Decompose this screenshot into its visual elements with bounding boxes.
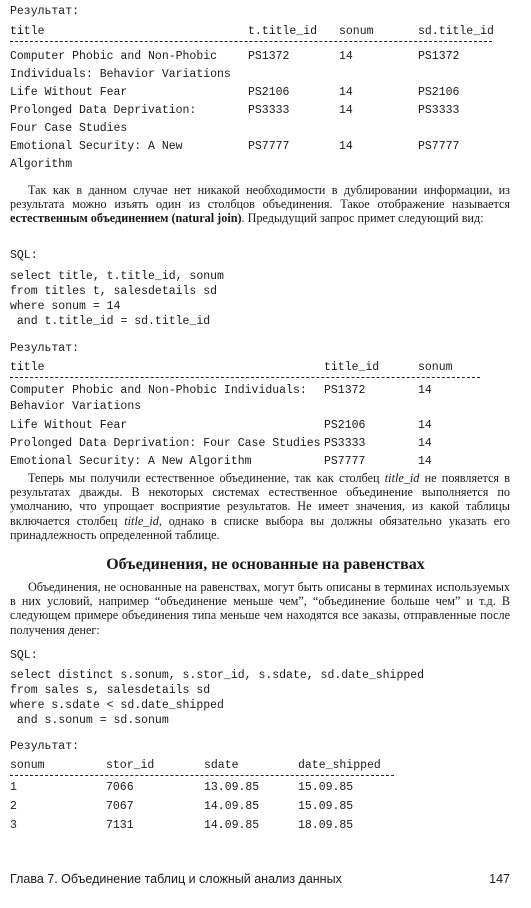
cell-sonum: 14: [339, 104, 353, 117]
table-row: [10, 103, 510, 139]
cell-sd-title-id: PS3333: [418, 104, 460, 117]
cell-title-cont: Four Case Studies: [10, 122, 128, 135]
result-table-2: [10, 360, 510, 472]
cell-title: Life Without Fear: [10, 419, 128, 432]
cell-sdate: 13.09.85: [204, 781, 260, 794]
column-header-sonum: sonum: [339, 25, 374, 38]
cell-sonum: 14: [339, 86, 353, 99]
cell-sdate: 14.09.85: [204, 819, 260, 832]
cell-date-shipped: 15.09.85: [298, 781, 354, 794]
table-row: [10, 85, 510, 103]
result-label-2: Результат:: [10, 342, 80, 355]
result-label-3: Результат:: [10, 740, 80, 753]
chapter-title: Глава 7. Объединение таблиц и сложный анализ данных: [10, 872, 342, 886]
para2-column-name: title_id: [124, 513, 159, 528]
cell-sd-title-id: PS7777: [418, 140, 460, 153]
code-line: where sonum = 14: [10, 300, 121, 313]
cell-title: Computer Phobic and Non-Phobic: [10, 50, 218, 63]
cell-title-id: PS2106: [324, 419, 366, 432]
result-table-1: [10, 24, 510, 175]
table-header: [10, 758, 510, 773]
cell-title-id: PS3333: [324, 437, 366, 450]
cell-sonum: 14: [418, 455, 432, 468]
code-line: from titles t, salesdetails sd: [10, 285, 218, 298]
cell-title: Emotional Security: A New Algorithm: [10, 455, 252, 468]
cell-sonum: 2: [10, 800, 17, 813]
cell-title-id: PS1372: [324, 384, 366, 397]
code-line: from sales s, salesdetails sd: [10, 684, 211, 697]
code-line: where s.sdate < sd.date_shipped: [10, 699, 224, 712]
section-heading: Объединения, не основанные на равенствах: [106, 556, 425, 573]
cell-sdate: 14.09.85: [204, 800, 260, 813]
para1-term: естественным объединением (natural join): [10, 211, 242, 226]
header-divider: [10, 377, 480, 378]
paragraph-natural-join-result: [10, 471, 510, 542]
para2-text: , однако в списке выбора вы должны обязательно указать его принадлежность определенной таблице.: [10, 513, 510, 542]
cell-title: Computer Phobic and Non-Phobic Individuals:: [10, 384, 307, 397]
table-row: [10, 454, 510, 472]
cell-title-id: PS7777: [324, 455, 366, 468]
cell-title-id: PS3333: [248, 104, 290, 117]
cell-sonum: 14: [418, 437, 432, 450]
sql-label-1: SQL:: [10, 249, 38, 262]
page-footer: [10, 872, 510, 886]
table-row: [10, 799, 510, 818]
cell-stor-id: 7131: [106, 819, 134, 832]
paragraph-natural-join: [10, 183, 510, 226]
cell-sonum: 3: [10, 819, 17, 832]
table-header: [10, 24, 510, 39]
para1-text-before: Так как в данном случае нет никакой необходимости в дублировании информации, из результата можно изъять один из столбцов объединения. Такое отображение называется: [10, 183, 510, 212]
header-divider: [10, 775, 394, 776]
cell-title: Prolonged Data Deprivation: Four Case Studies: [10, 437, 321, 450]
column-header-sonum: sonum: [418, 361, 453, 374]
page-number: 147: [489, 872, 510, 886]
cell-stor-id: 7066: [106, 781, 134, 794]
para1-text-after: . Предыдущий запрос примет следующий вид:: [241, 211, 484, 226]
code-line: and t.title_id = sd.title_id: [10, 315, 211, 328]
cell-title: Prolonged Data Deprivation:: [10, 104, 197, 117]
cell-sonum: 14: [418, 384, 432, 397]
cell-title-id: PS7777: [248, 140, 290, 153]
cell-sd-title-id: PS1372: [418, 50, 460, 63]
result-label-1: Результат:: [10, 5, 80, 18]
table-row: [10, 383, 510, 418]
cell-title-cont: Behavior Variations: [10, 400, 142, 413]
header-divider: [10, 41, 492, 42]
cell-stor-id: 7067: [106, 800, 134, 813]
table-row: [10, 139, 510, 175]
sql-query-1: [10, 269, 224, 329]
table-row: [10, 418, 510, 436]
column-header-sonum: sonum: [10, 759, 45, 772]
cell-date-shipped: 15.09.85: [298, 800, 354, 813]
table-row: [10, 780, 510, 799]
cell-sonum: 1: [10, 781, 17, 794]
table-row: [10, 49, 510, 85]
table-row: [10, 818, 510, 837]
column-header-date-shipped: date_shipped: [298, 759, 381, 772]
para2-text: не появляется в результатах дважды. В некоторых системах естественное объединение выполняется по умолчанию, что упрощает восприятие результатов. Не имеет значения, из какой таблицы включается столбец: [10, 471, 511, 528]
cell-date-shipped: 18.09.85: [298, 819, 354, 832]
code-line: select title, t.title_id, sonum: [10, 270, 224, 283]
result-table-3: [10, 758, 510, 837]
para2-column-name: title_id: [384, 471, 420, 485]
cell-sonum: 14: [418, 419, 432, 432]
column-header-title: title: [10, 361, 45, 374]
cell-title-id: PS1372: [248, 50, 290, 63]
sql-label-2: SQL:: [10, 649, 38, 662]
column-header-sdate: sdate: [204, 759, 239, 772]
cell-title: Life Without Fear: [10, 86, 128, 99]
paragraph-non-equi-join: Объединения, не основанные на равенствах, могут быть описаны в терминах используемых в них условий, например “объединение меньше чем”, “объединение больше чем” и т.д. В следующем примере объединения типа меньше чем находятся все заказы, отправленные после получения денег:: [10, 580, 510, 637]
cell-sd-title-id: PS2106: [418, 86, 460, 99]
column-header-stor-id: stor_id: [106, 759, 155, 772]
column-header-sd-title-id: sd.title_id: [418, 25, 494, 38]
column-header-t-title-id: t.title_id: [248, 25, 318, 38]
code-line: select distinct s.sonum, s.stor_id, s.sdate, sd.date_shipped: [10, 669, 425, 682]
table-row: [10, 436, 510, 454]
code-line: and s.sonum = sd.sonum: [10, 714, 169, 727]
para2-text: Теперь мы получили естественное объединение, так как столбец: [28, 471, 385, 485]
cell-sonum: 14: [339, 50, 353, 63]
cell-title-id: PS2106: [248, 86, 290, 99]
column-header-title-id: title_id: [324, 361, 380, 374]
cell-title-cont: Algorithm: [10, 158, 73, 171]
cell-title-cont: Individuals: Behavior Variations: [10, 68, 231, 81]
cell-title: Emotional Security: A New: [10, 140, 183, 153]
cell-sonum: 14: [339, 140, 353, 153]
column-header-title: title: [10, 25, 45, 38]
sql-query-2: [10, 668, 424, 728]
table-header: [10, 360, 510, 375]
